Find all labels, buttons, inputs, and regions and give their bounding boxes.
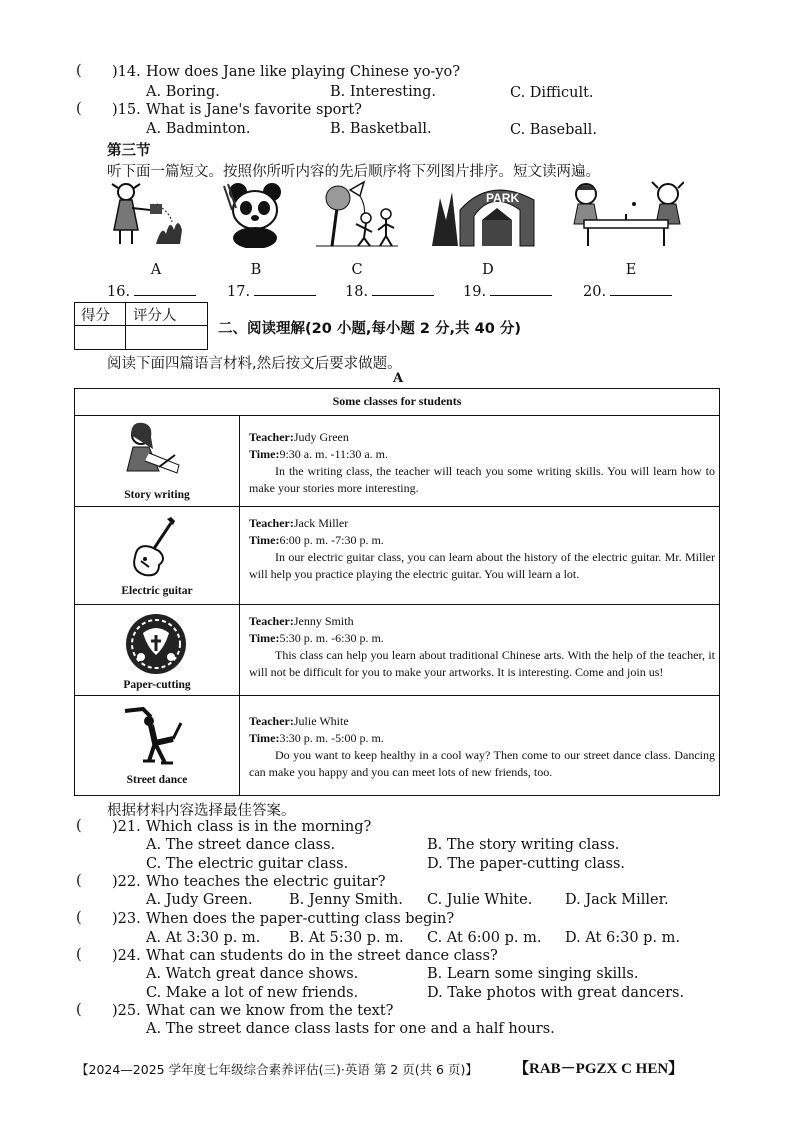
question-23-option-d: D. At 6:30 p. m. bbox=[565, 930, 681, 946]
footer-right: 【RAB－PGZX C HEN】 bbox=[514, 1061, 684, 1077]
question-22-option-a: A. Judy Green. bbox=[146, 892, 253, 908]
question-14-number: )14. bbox=[112, 64, 141, 80]
passage-label: A bbox=[393, 371, 404, 386]
score-label: 得分 bbox=[81, 308, 110, 324]
answer-blank-20[interactable]: 20. bbox=[583, 281, 672, 300]
question-14-text: How does Jane like playing Chinese yo-yo? bbox=[146, 64, 461, 80]
question-24-text: What can students do in the street dance class? bbox=[146, 948, 498, 964]
panda-icon bbox=[218, 180, 300, 248]
story-writing-girl-icon bbox=[119, 421, 189, 485]
question-23-option-a: A. At 3:30 p. m. bbox=[146, 930, 261, 946]
question-24-option-c: C. Make a lot of new friends. bbox=[146, 985, 359, 1001]
question-21-option-d: D. The paper-cutting class. bbox=[427, 856, 626, 872]
answer-paren: ( bbox=[76, 101, 82, 117]
question-15-option-c: C. Baseball. bbox=[510, 122, 597, 138]
answer-paren: ( bbox=[76, 818, 82, 834]
score-box bbox=[74, 302, 208, 350]
answer-paren: ( bbox=[76, 947, 82, 963]
girl-watering-flowers-icon bbox=[106, 180, 188, 248]
table-title: Some classes for students bbox=[332, 394, 462, 408]
question-22-option-d: D. Jack Miller. bbox=[565, 892, 669, 908]
picture-label-a: A bbox=[150, 262, 162, 278]
answer-blank-17[interactable]: 17. bbox=[227, 281, 316, 300]
answer-blank-18[interactable]: 18. bbox=[345, 281, 434, 300]
question-24-number: )24. bbox=[112, 948, 141, 964]
question-14-option-a: A. Boring. bbox=[146, 84, 220, 100]
class-info-story-writing: Teacher:Judy Green Time:9:30 a. m. -11:30 a. m. In the writing class, the teacher will teach you some writing skills. You will learn how to make your stories more interesting. bbox=[249, 430, 715, 495]
class-caption-paper-cutting: Paper-cutting bbox=[123, 679, 191, 691]
question-21-option-b: B. The story writing class. bbox=[427, 837, 620, 853]
svg-text:PARK: PARK bbox=[486, 191, 520, 205]
question-22-text: Who teaches the electric guitar? bbox=[146, 874, 386, 890]
grader-label: 评分人 bbox=[133, 308, 177, 324]
section-3-title: 第三节 bbox=[107, 143, 151, 159]
question-21-text: Which class is in the morning? bbox=[146, 819, 372, 835]
question-14-option-c: C. Difficult. bbox=[510, 85, 594, 101]
question-24-option-d: D. Take photos with great dancers. bbox=[427, 985, 685, 1001]
answer-blank-19[interactable]: 19. bbox=[463, 281, 552, 300]
question-21-option-a: A. The street dance class. bbox=[146, 837, 336, 853]
question-23-text: When does the paper-cutting class begin? bbox=[146, 911, 455, 927]
question-22-option-c: C. Julie White. bbox=[427, 892, 533, 908]
class-caption-electric-guitar: Electric guitar bbox=[121, 585, 193, 597]
kids-playing-outdoors-icon bbox=[316, 180, 398, 248]
question-24-option-a: A. Watch great dance shows. bbox=[146, 966, 359, 982]
footer-left: 【2024—2025 学年度七年级综合素养评估(三)·英语 第 2 页(共 6 页)】 bbox=[76, 1062, 478, 1077]
table-tennis-players-icon bbox=[564, 180, 684, 248]
question-25-number: )25. bbox=[112, 1003, 141, 1019]
picture-label-c: C bbox=[351, 262, 363, 278]
question-25-option-a: A. The street dance class lasts for one and a half hours. bbox=[146, 1021, 555, 1037]
section-3-instruction: 听下面一篇短文。按照你所听内容的先后顺序将下列图片排序。短文读两遍。 bbox=[107, 164, 600, 180]
question-23-number: )23. bbox=[112, 911, 141, 927]
part-2-instruction: 阅读下面四篇语言材料,然后按文后要求做题。 bbox=[107, 356, 402, 372]
answer-paren: ( bbox=[76, 873, 82, 889]
park-gate-icon bbox=[430, 180, 542, 248]
question-24-option-b: B. Learn some singing skills. bbox=[427, 966, 639, 982]
answer-paren: ( bbox=[76, 910, 82, 926]
paper-cutting-icon bbox=[123, 611, 189, 677]
question-15-option-b: B. Basketball. bbox=[330, 121, 432, 137]
classes-table bbox=[74, 388, 720, 796]
picture-label-b: B bbox=[250, 262, 262, 278]
picture-label-d: D bbox=[482, 262, 494, 278]
question-15-number: )15. bbox=[112, 102, 141, 118]
picture-label-e: E bbox=[625, 262, 637, 278]
class-caption-story-writing: Story writing bbox=[124, 489, 190, 501]
answer-paren: ( bbox=[76, 1002, 82, 1018]
question-15-text: What is Jane's favorite sport? bbox=[146, 102, 362, 118]
question-14-option-b: B. Interesting. bbox=[330, 84, 436, 100]
question-22-option-b: B. Jenny Smith. bbox=[289, 892, 403, 908]
class-info-paper-cutting: Teacher:Jenny Smith Time:5:30 p. m. -6:30 p. m. This class can help you learn about traditional Chinese arts. With the help of the teacher, it will not be difficult for you to make your artworks. It is interesting. Come and join us! bbox=[249, 614, 715, 679]
class-caption-street-dance: Street dance bbox=[126, 774, 188, 786]
answer-paren: ( bbox=[76, 63, 82, 79]
class-info-street-dance: Teacher:Julie White Time:3:30 p. m. -5:00 p. m. Do you want to keep healthy in a cool way? Then come to our street dance class. Dancing can make you happy and you can meet lots of new friends, too. bbox=[249, 714, 715, 779]
question-25-text: What can we know from the text? bbox=[146, 1003, 394, 1019]
question-21-number: )21. bbox=[112, 819, 141, 835]
street-dancer-icon bbox=[121, 703, 191, 767]
answer-blank-16[interactable]: 16. bbox=[107, 281, 196, 300]
class-info-electric-guitar: Teacher:Jack Miller Time:6:00 p. m. -7:30 p. m. In our electric guitar class, you can learn about the history of the electric guitar. Mr. Miller will help you practice playing the electric guitar. You will learn a lot. bbox=[249, 516, 715, 581]
choose-instruction: 根据材料内容选择最佳答案。 bbox=[107, 803, 296, 819]
question-22-number: )22. bbox=[112, 874, 141, 890]
question-23-option-b: B. At 5:30 p. m. bbox=[289, 930, 404, 946]
question-23-option-c: C. At 6:00 p. m. bbox=[427, 930, 542, 946]
question-21-option-c: C. The electric guitar class. bbox=[146, 856, 349, 872]
electric-guitar-icon bbox=[127, 515, 187, 579]
part-2-title: 二、阅读理解(20 小题,每小题 2 分,共 40 分) bbox=[218, 321, 521, 337]
question-15-option-a: A. Badminton. bbox=[146, 121, 251, 137]
